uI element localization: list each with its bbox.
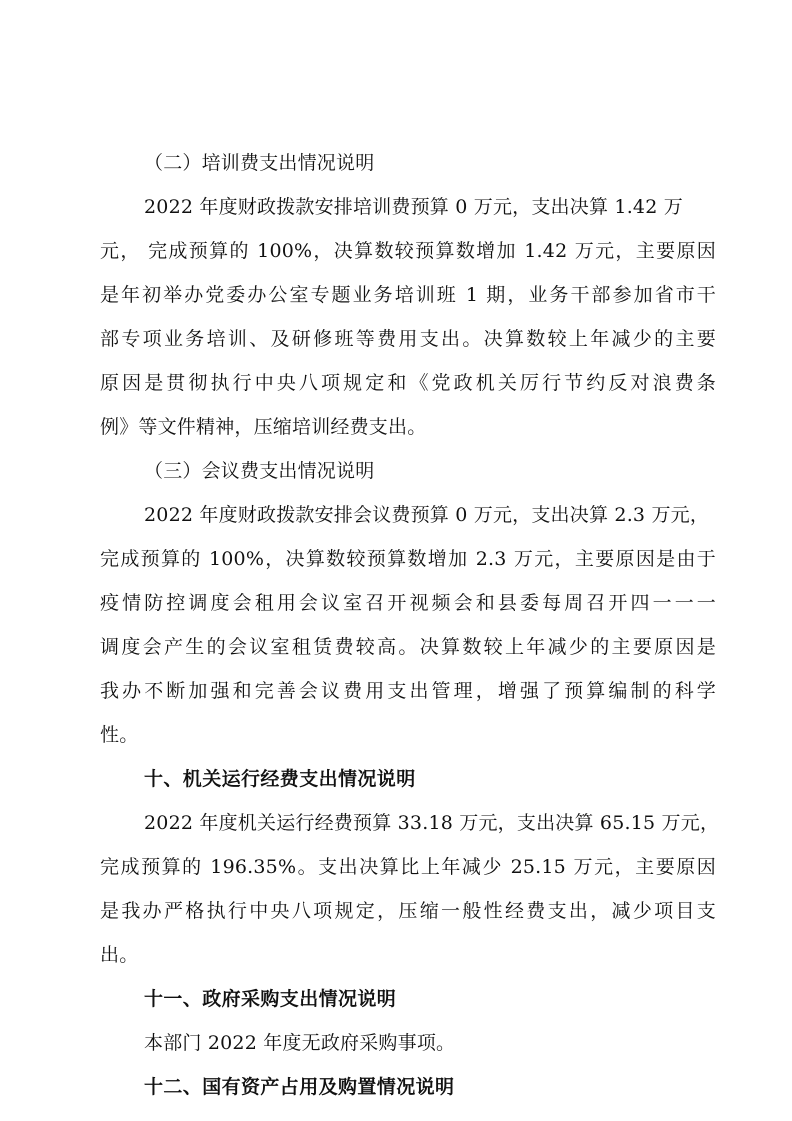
training-line-4: 部专项业务培训、及研修班等费用支出。决算数较上年减少的主要 bbox=[100, 328, 716, 350]
meeting-line-3: 疫情防控调度会租用会议室召开视频会和县委每周召开四一一一 bbox=[100, 592, 716, 614]
training-line-5: 原因是贯彻执行中央八项规定和《党政机关厉行节约反对浪费条 bbox=[100, 372, 716, 394]
meeting-line-6: 性。 bbox=[100, 724, 139, 746]
training-line-1: 2022 年度财政拨款安排培训费预算 0 万元，支出决算 1.42 万 bbox=[144, 196, 683, 218]
operation-line-3: 是我办严格执行中央八项规定，压缩一般性经费支出，减少项目支 bbox=[100, 900, 716, 922]
meeting-line-1: 2022 年度财政拨款安排会议费预算 0 万元，支出决算 2.3 万元， bbox=[144, 504, 710, 526]
training-heading: （二）培训费支出情况说明 bbox=[144, 152, 375, 174]
operation-line-2: 完成预算的 196.35%。支出决算比上年减少 25.15 万元，主要原因 bbox=[100, 856, 716, 878]
training-line-2: 元， 完成预算的 100%，决算数较预算数增加 1.42 万元，主要原因 bbox=[100, 240, 716, 262]
procurement-heading: 十一、政府采购支出情况说明 bbox=[144, 988, 397, 1010]
operation-line-1: 2022 年度机关运行经费预算 33.18 万元，支出决算 65.15 万元， bbox=[144, 812, 720, 834]
assets-heading: 十二、国有资产占用及购置情况说明 bbox=[144, 1076, 455, 1098]
operation-line-4: 出。 bbox=[100, 944, 139, 966]
meeting-heading: （三）会议费支出情况说明 bbox=[144, 460, 375, 482]
meeting-line-2: 完成预算的 100%，决算数较预算数增加 2.3 万元，主要原因是由于 bbox=[100, 548, 716, 570]
meeting-line-4: 调度会产生的会议室租赁费较高。决算数较上年减少的主要原因是 bbox=[100, 636, 716, 658]
meeting-line-5: 我办不断加强和完善会议费用支出管理，增强了预算编制的科学 bbox=[100, 680, 716, 702]
procurement-line-1: 本部门 2022 年度无政府采购事项。 bbox=[144, 1032, 456, 1054]
training-line-3: 是年初举办党委办公室专题业务培训班 1 期，业务干部参加省市干 bbox=[100, 284, 716, 306]
training-line-6: 例》等文件精神，压缩培训经费支出。 bbox=[100, 416, 427, 438]
operation-heading: 十、机关运行经费支出情况说明 bbox=[144, 768, 416, 790]
